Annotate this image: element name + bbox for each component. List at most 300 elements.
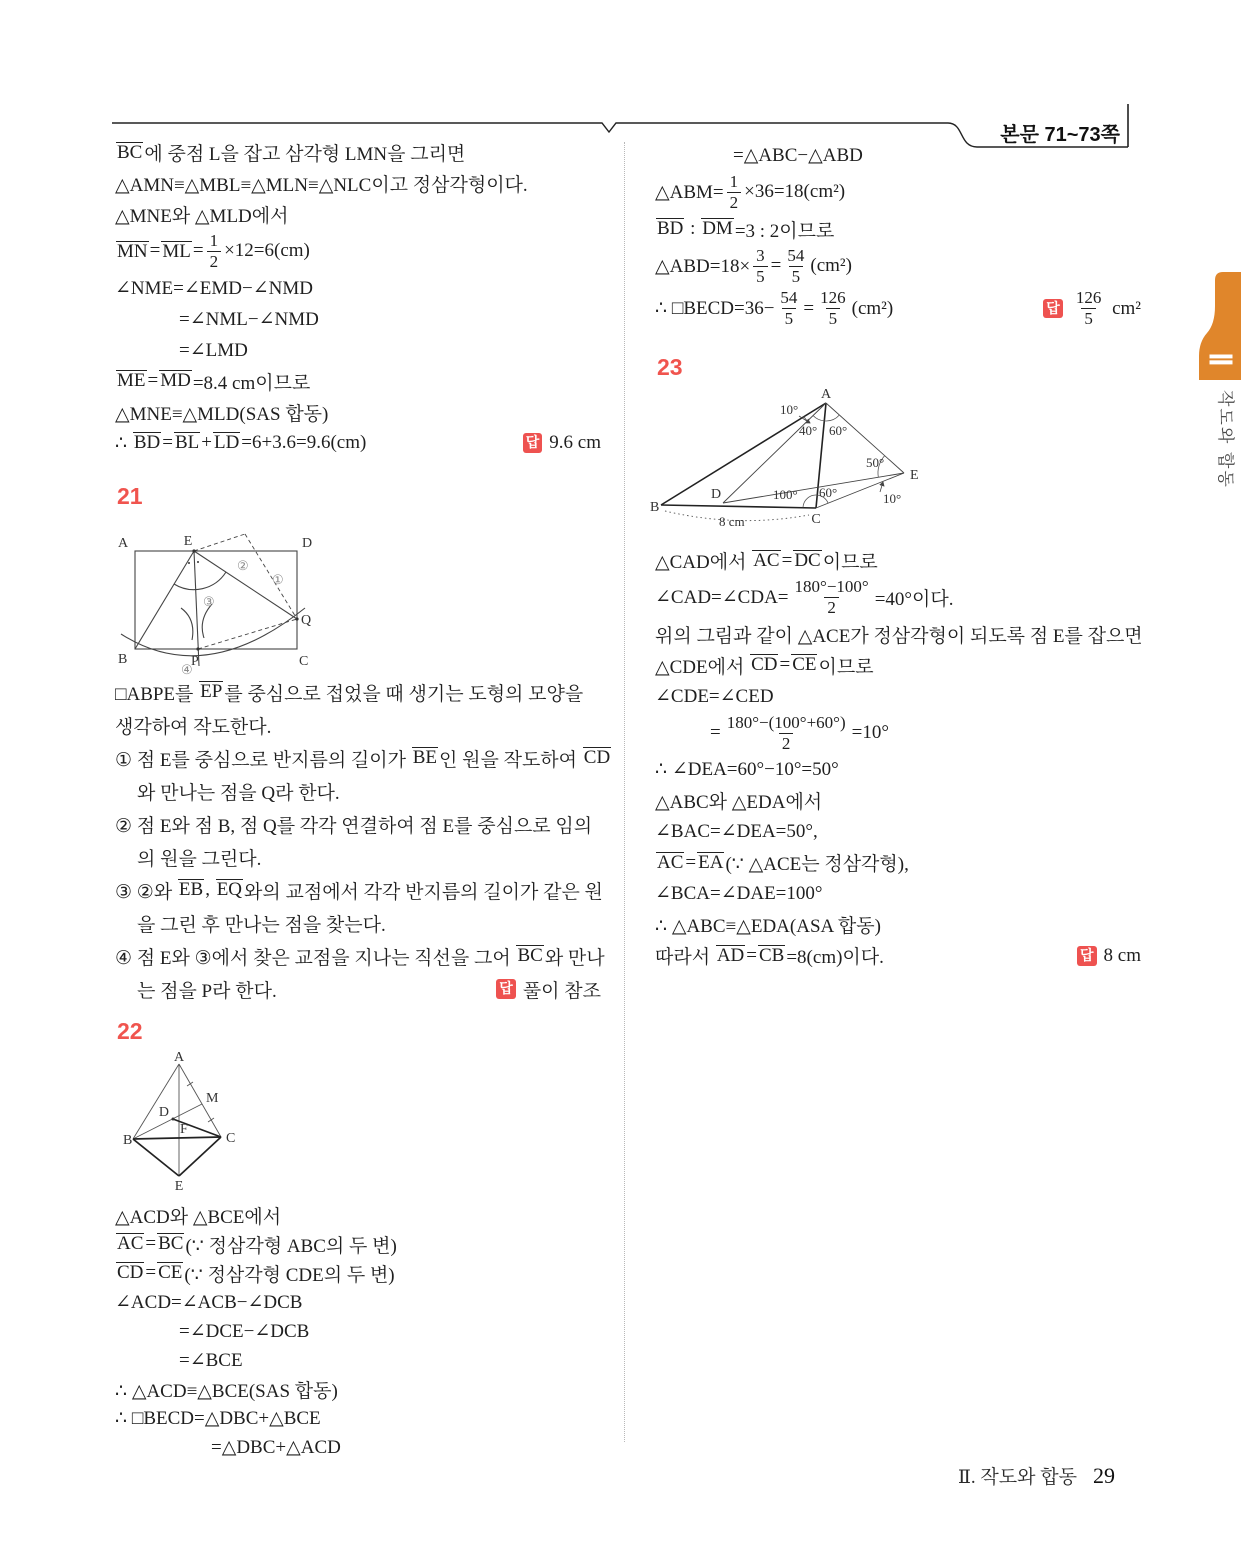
math-text: (cm²) xyxy=(851,297,894,319)
line-content xyxy=(115,1407,321,1430)
line-content xyxy=(179,308,319,331)
solution-line xyxy=(115,676,601,709)
fig21-label-step2: ② xyxy=(237,557,249,573)
math-text: =∠BCE xyxy=(179,1349,243,1371)
fig23-arc-angle-100 xyxy=(803,495,817,507)
overline-segment: EB xyxy=(178,879,204,901)
math-text: △AMN≡△MBL≡△MLN≡△NLC이고 정삼각형이다. xyxy=(115,175,528,196)
solution-line xyxy=(115,1346,601,1375)
math-text: △MNE≡△MLD(SAS 합동) xyxy=(115,403,329,425)
answer-badge: 답 xyxy=(523,433,543,452)
solution-line xyxy=(655,681,1141,712)
fig21-label-step3: ③ xyxy=(203,593,215,609)
fraction xyxy=(207,232,222,271)
fig21-arc-circle-3b xyxy=(202,604,212,638)
math-text: 와의 교점에서 각각 반지름의 길이가 같은 원 xyxy=(244,881,603,903)
line-content xyxy=(115,811,592,838)
fig22-tick-MC xyxy=(208,1118,214,1122)
fig21-label-P: P xyxy=(191,653,199,669)
math-text: 는 점을 P라 한다. xyxy=(137,980,277,1002)
solution-line xyxy=(115,1288,601,1317)
line-content xyxy=(655,911,881,938)
fraction-numerator: 54 xyxy=(780,288,798,308)
fig21-angle-dot-1 xyxy=(188,562,190,564)
fig21-label-step1: ① xyxy=(272,571,284,587)
math-text: : xyxy=(685,218,701,240)
math-text: = xyxy=(803,297,815,319)
math-text: = xyxy=(779,654,791,676)
problem-21-number: 21 xyxy=(117,482,143,509)
left-column xyxy=(115,137,611,1462)
line-content xyxy=(655,171,845,214)
answer xyxy=(1063,945,1141,967)
answer-content xyxy=(1104,945,1141,967)
fig21-label-A: A xyxy=(118,535,129,551)
overline-segment: CE xyxy=(158,1262,183,1284)
fraction-denominator: 5 xyxy=(753,266,768,286)
fig23-angle-50: 50° xyxy=(866,455,885,471)
overline-segment: AC xyxy=(657,852,684,874)
math-text: ∴ □BECD=△DBC+△BCE xyxy=(115,1407,321,1429)
math-text: (cm²) xyxy=(810,255,852,277)
overline-segment: CE xyxy=(792,654,817,676)
fraction-numerator: 126 xyxy=(1075,288,1102,308)
answer xyxy=(1029,287,1141,330)
overline-segment: BE xyxy=(412,747,438,769)
fraction-numerator: 1 xyxy=(209,231,219,250)
fraction-denominator: 5 xyxy=(1081,308,1096,328)
line-content xyxy=(115,679,583,706)
footer-chapter-title: Ⅱ. 작도와 합동 xyxy=(958,1467,1077,1488)
math-text: △CAD에서 xyxy=(655,552,752,574)
line-content xyxy=(137,910,386,937)
overline-segment: MN xyxy=(117,240,148,262)
math-text: ∴ □BECD=36− xyxy=(655,298,775,320)
header-page-ref: 본문 71~73쪽 xyxy=(1000,124,1120,146)
math-text: 풀이 참조 xyxy=(522,980,601,1002)
math-text: ∴ xyxy=(115,432,132,454)
math-text: △ABC와 △EDA에서 xyxy=(655,792,823,814)
solution-21 xyxy=(115,676,611,1006)
overline-segment: CD xyxy=(117,1262,144,1284)
math-text: =6+3.6=9.6(cm) xyxy=(241,432,367,454)
math-text: =10° xyxy=(851,722,889,744)
fraction-denominator: 2 xyxy=(824,597,839,617)
line-content xyxy=(211,1436,341,1459)
overline-segment: DM xyxy=(702,218,733,240)
solution-line xyxy=(655,816,1141,847)
solution-line xyxy=(115,973,601,1006)
fraction xyxy=(777,289,800,328)
math-text: △ABM= xyxy=(655,181,724,203)
math-text: = xyxy=(770,255,782,277)
overline-segment: BD xyxy=(133,432,161,454)
solution-line xyxy=(115,428,601,459)
overline-segment: EQ xyxy=(216,879,243,901)
fig21-arc-circle-2 xyxy=(174,572,226,590)
chapter-tab-label: 작도와 합동 xyxy=(1216,390,1235,489)
line-content xyxy=(710,712,889,755)
fig21-segment-EB xyxy=(135,551,194,649)
solution-line xyxy=(655,545,1141,576)
solution-line xyxy=(115,1433,601,1462)
problem-22-number: 22 xyxy=(117,1017,143,1044)
line-content xyxy=(179,1349,243,1372)
solution-line xyxy=(115,230,601,273)
fig21-fold-dashed-1 xyxy=(194,534,245,551)
line-content xyxy=(115,368,310,395)
solution-20-continued xyxy=(115,137,601,459)
overline-segment: CB xyxy=(758,945,785,967)
line-content xyxy=(655,547,878,574)
fig21-label-step4: ④ xyxy=(181,661,193,676)
math-text: =∠LMD xyxy=(179,339,248,361)
line-content xyxy=(655,820,818,843)
math-text: 와 만나는 점을 Q라 한다. xyxy=(137,782,340,804)
answer-badge: 답 xyxy=(1077,946,1097,965)
fig21-label-C: C xyxy=(299,653,309,669)
fig21-label-B: B xyxy=(118,651,128,667)
fraction xyxy=(753,247,768,286)
math-text: = xyxy=(162,432,173,454)
footer-page-number: 29 xyxy=(1092,1463,1115,1488)
math-text: = xyxy=(147,370,159,392)
line-content xyxy=(655,849,909,876)
solution-line xyxy=(655,650,1141,681)
solution-line xyxy=(115,808,601,841)
fraction-numerator: 126 xyxy=(820,288,846,308)
line-content xyxy=(115,1202,281,1229)
math-text: =8(cm)이다. xyxy=(786,947,884,969)
fig22-point-D xyxy=(172,1117,175,1120)
answer-content xyxy=(523,976,601,1003)
fig22-segment-CE xyxy=(179,1137,221,1176)
line-content xyxy=(115,399,328,426)
line-content xyxy=(655,882,822,905)
math-text: △ABD=18× xyxy=(655,255,751,277)
figure-22 xyxy=(123,1051,283,1201)
overline-segment: BC xyxy=(158,1233,184,1255)
overline-segment: AC xyxy=(753,549,780,571)
solution-line xyxy=(655,140,1141,171)
math-text: 인 원을 작도하여 xyxy=(439,749,582,771)
line-content xyxy=(137,778,340,805)
fraction-denominator: 2 xyxy=(727,192,742,212)
math-text: =40°이다. xyxy=(874,588,954,610)
fig23-arc-angle-60-at-A xyxy=(824,415,839,421)
math-text: =3 : 2이므로 xyxy=(734,220,835,242)
math-text: + xyxy=(201,432,212,454)
fraction xyxy=(784,247,807,286)
answer-badge: 답 xyxy=(496,979,516,998)
solution-line xyxy=(115,709,601,742)
fig22-segment-BE xyxy=(133,1139,179,1176)
solution-line xyxy=(655,245,1141,288)
solution-22-continued xyxy=(655,140,1141,330)
fraction-denominator: 5 xyxy=(782,308,797,328)
fig23-angle-100: 100° xyxy=(773,487,798,503)
line-content xyxy=(115,170,528,197)
fig23-label-B: B xyxy=(650,500,660,516)
solution-line xyxy=(655,847,1141,878)
fraction xyxy=(792,578,872,617)
line-content xyxy=(655,216,834,243)
solution-line xyxy=(115,273,601,304)
line-content xyxy=(115,277,313,300)
solution-line xyxy=(115,335,601,366)
math-text: ∠BAC=∠DEA=50°, xyxy=(655,821,818,843)
fig22-label-F: F xyxy=(180,1121,188,1137)
solution-line xyxy=(115,1404,601,1433)
fig21-fold-dashed-3 xyxy=(198,619,297,649)
solution-line xyxy=(655,619,1141,650)
math-text: , xyxy=(205,879,215,901)
math-text: △MNE와 △MLD에서 xyxy=(115,206,289,227)
math-text: cm² xyxy=(1107,297,1141,319)
page-footer xyxy=(958,1462,1115,1489)
line-content xyxy=(655,576,953,619)
line-content xyxy=(655,787,822,814)
math-text: =△ABC−△ABD xyxy=(733,145,863,166)
answer xyxy=(482,976,601,1003)
math-text: △ACD와 △BCE에서 xyxy=(115,1206,282,1228)
overline-segment: AD xyxy=(716,945,745,967)
fig22-label-C: C xyxy=(226,1130,236,1146)
solution-line xyxy=(115,137,601,168)
overline-segment: BL xyxy=(174,432,200,454)
fig21-label-D: D xyxy=(302,535,313,551)
overline-segment: CD xyxy=(583,747,611,769)
line-content xyxy=(655,652,874,679)
right-column xyxy=(650,140,1143,971)
overline-segment: BC xyxy=(517,945,543,967)
math-text: = xyxy=(192,240,204,262)
math-text: = xyxy=(710,722,721,744)
solution-line xyxy=(115,1317,601,1346)
line-content xyxy=(655,942,884,969)
solution-line xyxy=(655,214,1141,245)
math-text: = xyxy=(145,1233,157,1255)
fig23-segment-DE xyxy=(723,473,904,503)
solution-line xyxy=(115,874,601,907)
fraction xyxy=(724,714,849,753)
math-text: 에 중점 L을 잡고 삼각형 LMN을 그리면 xyxy=(144,144,466,165)
line-content xyxy=(655,287,893,330)
solution-line xyxy=(115,907,601,940)
solution-line xyxy=(655,940,1141,971)
math-text: 생각하여 작도한다. xyxy=(115,716,272,738)
math-text: 의 원을 그린다. xyxy=(137,848,262,870)
line-content xyxy=(115,877,603,904)
overline-segment: DC xyxy=(794,549,821,571)
answer xyxy=(509,432,601,454)
line-content xyxy=(115,1231,397,1258)
math-text: (∵ △ACE는 정삼각형), xyxy=(725,854,909,876)
fig22-label-A: A xyxy=(173,1050,185,1065)
math-text: ∠CDE=∠CED xyxy=(655,685,774,707)
fraction-denominator: 2 xyxy=(779,733,794,753)
fig21-angle-dot-2 xyxy=(197,561,199,563)
column-divider xyxy=(624,142,625,1442)
line-content xyxy=(655,685,774,708)
solution-line xyxy=(655,171,1141,214)
math-text: 를 중심으로 접었을 때 생기는 도형의 모양을 xyxy=(224,683,584,705)
fig23-label-A: A xyxy=(820,387,832,403)
solution-line xyxy=(655,576,1141,619)
math-text: =∠NML−∠NMD xyxy=(179,308,319,330)
math-text: = xyxy=(746,944,757,966)
answer-badge: 답 xyxy=(1043,299,1063,318)
fig23-angle-60-at-A: 60° xyxy=(829,423,848,439)
math-text: ∴ △ABC≡△EDA(ASA 합동) xyxy=(655,916,881,938)
fig23-angle-60-at-C: 60° xyxy=(819,485,838,501)
line-content xyxy=(115,745,612,772)
fig23-segment-BC xyxy=(661,505,816,508)
figure-21 xyxy=(115,516,330,676)
fraction-numerator: 180°−100° xyxy=(794,577,869,597)
math-text: ② 점 E와 점 B, 점 Q를 각각 연결하여 점 E를 중심으로 임의 xyxy=(115,815,593,837)
solution-line xyxy=(655,878,1141,909)
math-text: = xyxy=(145,1262,157,1284)
fraction xyxy=(727,173,742,212)
math-text: ∠CAD=∠CDA= xyxy=(655,586,789,608)
math-text: 이므로 xyxy=(818,656,874,678)
fig23-label-E: E xyxy=(910,468,919,484)
fraction-numerator: 54 xyxy=(787,245,805,265)
fig22-label-B: B xyxy=(123,1132,133,1148)
math-text: ③ ②와 xyxy=(115,881,177,903)
overline-segment: EP xyxy=(200,681,223,703)
fraction-denominator: 5 xyxy=(789,266,804,286)
answer-content xyxy=(1070,287,1141,330)
line-content xyxy=(115,1291,302,1314)
solution-line xyxy=(115,940,605,973)
solution-line xyxy=(655,785,1141,816)
fraction xyxy=(1073,289,1105,328)
line-content xyxy=(115,1376,338,1403)
math-text: △CDE에서 xyxy=(655,656,750,678)
solution-line xyxy=(655,909,1141,940)
figure-23 xyxy=(649,387,949,539)
math-text: ×36=18(cm²) xyxy=(744,181,846,203)
solution-line xyxy=(655,712,1141,755)
fraction-denominator: 5 xyxy=(826,308,841,328)
solution-line xyxy=(655,287,1141,330)
math-text: = xyxy=(685,851,697,873)
fraction-numerator: 180°−(100°+60°) xyxy=(726,712,846,732)
math-text: =∠DCE−∠DCB xyxy=(179,1320,310,1342)
overline-segment: MD xyxy=(160,370,191,392)
solution-line xyxy=(115,304,601,335)
fraction-denominator: 2 xyxy=(207,251,222,271)
solution-line xyxy=(115,841,601,874)
fig21-arc-circle-3a xyxy=(181,608,193,640)
overline-segment: EA xyxy=(698,852,724,874)
line-content xyxy=(115,943,605,970)
solution-line xyxy=(115,1201,601,1230)
math-text: 위의 그림과 같이 △ACE가 정삼각형이 되도록 점 E를 잡으면 xyxy=(655,625,1143,647)
math-text: ① 점 E를 중심으로 반지름의 길이가 xyxy=(115,749,411,771)
math-text: □ABPE를 xyxy=(115,683,199,705)
line-content xyxy=(655,758,839,781)
fig22-label-D: D xyxy=(158,1104,169,1120)
fig21-point-Q xyxy=(295,617,298,620)
math-text: 따라서 xyxy=(655,947,715,969)
fraction-numerator: 3 xyxy=(756,245,765,265)
solution-line xyxy=(115,1375,601,1404)
overline-segment: ME xyxy=(117,370,146,392)
math-text: = xyxy=(149,240,161,262)
chapter-tab-numeral: Ⅱ xyxy=(1203,352,1236,367)
fraction-numerator: 1 xyxy=(729,172,739,191)
math-text: 8 cm xyxy=(1103,944,1141,966)
math-text: 9.6 cm xyxy=(549,432,601,454)
solution-line xyxy=(115,742,611,775)
math-text: =8.4 cm이므로 xyxy=(192,372,311,394)
answer-content xyxy=(549,432,601,454)
line-content xyxy=(655,621,1143,648)
math-text: =△DBC+△ACD xyxy=(211,1436,341,1458)
fig23-angle-40: 40° xyxy=(799,423,818,439)
line-content xyxy=(137,976,277,1003)
line-content xyxy=(115,712,271,739)
problem-23-number: 23 xyxy=(657,354,683,381)
fig23-angle-10-right: 10° xyxy=(883,491,902,507)
solution-line xyxy=(655,754,1141,785)
line-content xyxy=(733,144,863,167)
math-text: 이므로 xyxy=(822,552,878,574)
line-content xyxy=(115,432,366,455)
fraction xyxy=(817,289,849,328)
math-text: 을 그린 후 만나는 점을 찾는다. xyxy=(137,914,386,936)
fig23-arc-angle-40 xyxy=(813,416,824,421)
overline-segment: LD xyxy=(213,432,240,454)
line-content xyxy=(655,245,852,288)
overline-segment: ML xyxy=(162,240,191,262)
line-content xyxy=(137,844,261,871)
fig22-segment-BC xyxy=(133,1137,221,1139)
solution-line xyxy=(115,168,601,199)
solution-line xyxy=(115,775,601,808)
chapter-side-tab xyxy=(1196,268,1241,498)
line-content xyxy=(115,139,465,166)
math-text: ×12=6(cm) xyxy=(224,240,310,262)
overline-segment: CD xyxy=(751,654,778,676)
fig21-point-E xyxy=(192,549,195,552)
fig22-label-M: M xyxy=(206,1090,219,1106)
fig21-point-P xyxy=(196,647,199,650)
math-text: = xyxy=(781,549,793,571)
fig22-label-E: E xyxy=(174,1178,184,1194)
overline-segment: BD xyxy=(657,218,684,240)
math-text: ∠BCA=∠DAE=100° xyxy=(655,883,823,905)
line-content xyxy=(115,201,288,228)
solution-line xyxy=(115,397,601,428)
line-content xyxy=(179,339,248,362)
math-text: ∠NME=∠EMD−∠NMD xyxy=(115,277,313,299)
fig21-fold-dashed-2 xyxy=(245,534,297,619)
math-text: ∴ △ACD≡△BCE(SAS 합동) xyxy=(115,1380,338,1402)
fig23-label-C: C xyxy=(811,512,821,528)
line-content xyxy=(115,1260,395,1287)
math-text: ④ 점 E와 ③에서 찾은 교점을 지나는 직선을 그어 xyxy=(115,947,516,969)
math-text: 와 만나 xyxy=(544,947,605,969)
fig21-label-Q: Q xyxy=(301,612,312,628)
solution-line xyxy=(115,1259,601,1288)
math-text: (∵ 정삼각형 CDE의 두 변) xyxy=(184,1264,395,1286)
fig23-length-8cm: 8 cm xyxy=(719,514,745,530)
math-text: ∠ACD=∠ACB−∠DCB xyxy=(115,1291,303,1313)
